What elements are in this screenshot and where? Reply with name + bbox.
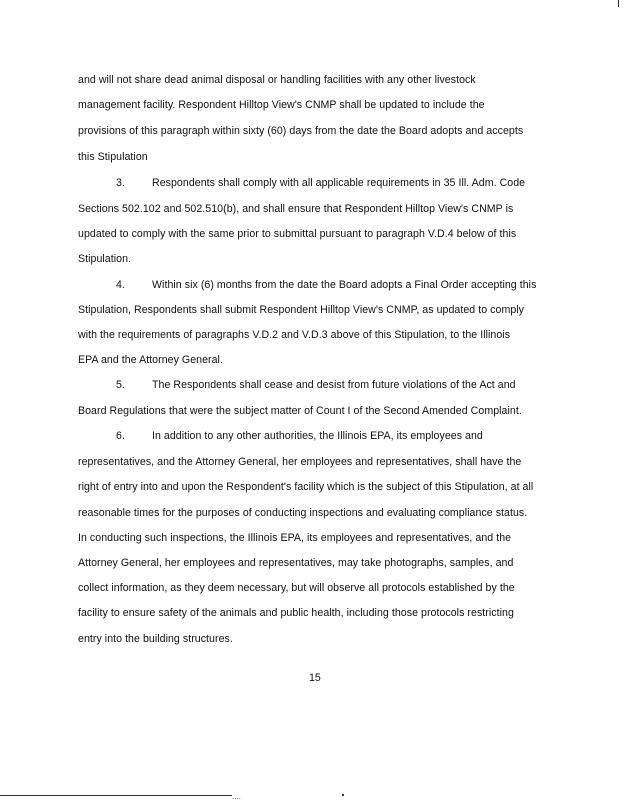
text-line: facility to ensure safety of the animals and public health, including those protocols restricting [78, 607, 514, 619]
text-line: In conducting such inspections, the Illinois EPA, its employees and representatives, and the [78, 532, 512, 544]
scan-corner-mark [618, 0, 619, 7]
text-line: provisions of this paragraph within sixty (60) days from the date the Board adopts and accepts [78, 125, 524, 137]
text-line: EPA and the Attorney General. [78, 354, 223, 366]
text-line: Stipulation, Respondents shall submit Respondent Hilltop View's CNMP, as updated to comply [78, 304, 525, 316]
text-line: management facility. Respondent Hilltop View's CNMP shall be updated to include the [78, 99, 485, 111]
text-line: this Stipulation [78, 151, 148, 163]
text-line: Within six (6) months from the date the Board adopts a Final Order accepting this [152, 279, 537, 291]
text-line: Sections 502.102 and 502.510(b), and shall ensure that Respondent Hilltop View's CNMP is [78, 203, 514, 215]
paragraph-number: 6. [116, 430, 125, 442]
text-line: entry into the building structures. [78, 633, 233, 645]
text-line: reasonable times for the purposes of conducting inspections and evaluating compliance status. [78, 507, 528, 519]
text-line: and will not share dead animal disposal or handling facilities with any other livestock [78, 74, 476, 86]
text-line: right of entry into and upon the Respondent's facility which is the subject of this Stipulation, at all [78, 481, 534, 493]
scan-dots: .... [232, 792, 241, 801]
text-line: Board Regulations that were the subject matter of Count I of the Second Amended Complaint. [78, 405, 522, 417]
scan-tick-mark [342, 794, 344, 796]
text-line: Attorney General, her employees and representatives, may take photographs, samples, and [78, 557, 514, 569]
text-line: The Respondents shall cease and desist from future violations of the Act and [152, 379, 516, 391]
text-line: collect information, as they deem necessary, but will observe all protocols established by the [78, 582, 515, 594]
paragraph-number: 5. [116, 379, 125, 391]
text-line: updated to comply with the same prior to submittal pursuant to paragraph V.D.4 below of this [78, 228, 517, 240]
text-line: In addition to any other authorities, the Illinois EPA, its employees and [152, 430, 483, 442]
paragraph-number: 4. [116, 279, 125, 291]
text-line: Respondents shall comply with all applicable requirements in 35 Ill. Adm. Code [152, 177, 526, 189]
scan-edge-line [0, 795, 232, 796]
text-line: Stipulation. [78, 253, 132, 265]
paragraph-number: 3. [116, 177, 125, 189]
text-line: with the requirements of paragraphs V.D.2 and V.D.3 above of this Stipulation, to the Illinois [78, 329, 511, 341]
text-line: representatives, and the Attorney General, her employees and representatives, shall have the [78, 456, 522, 468]
page-number: 15 [309, 672, 321, 684]
